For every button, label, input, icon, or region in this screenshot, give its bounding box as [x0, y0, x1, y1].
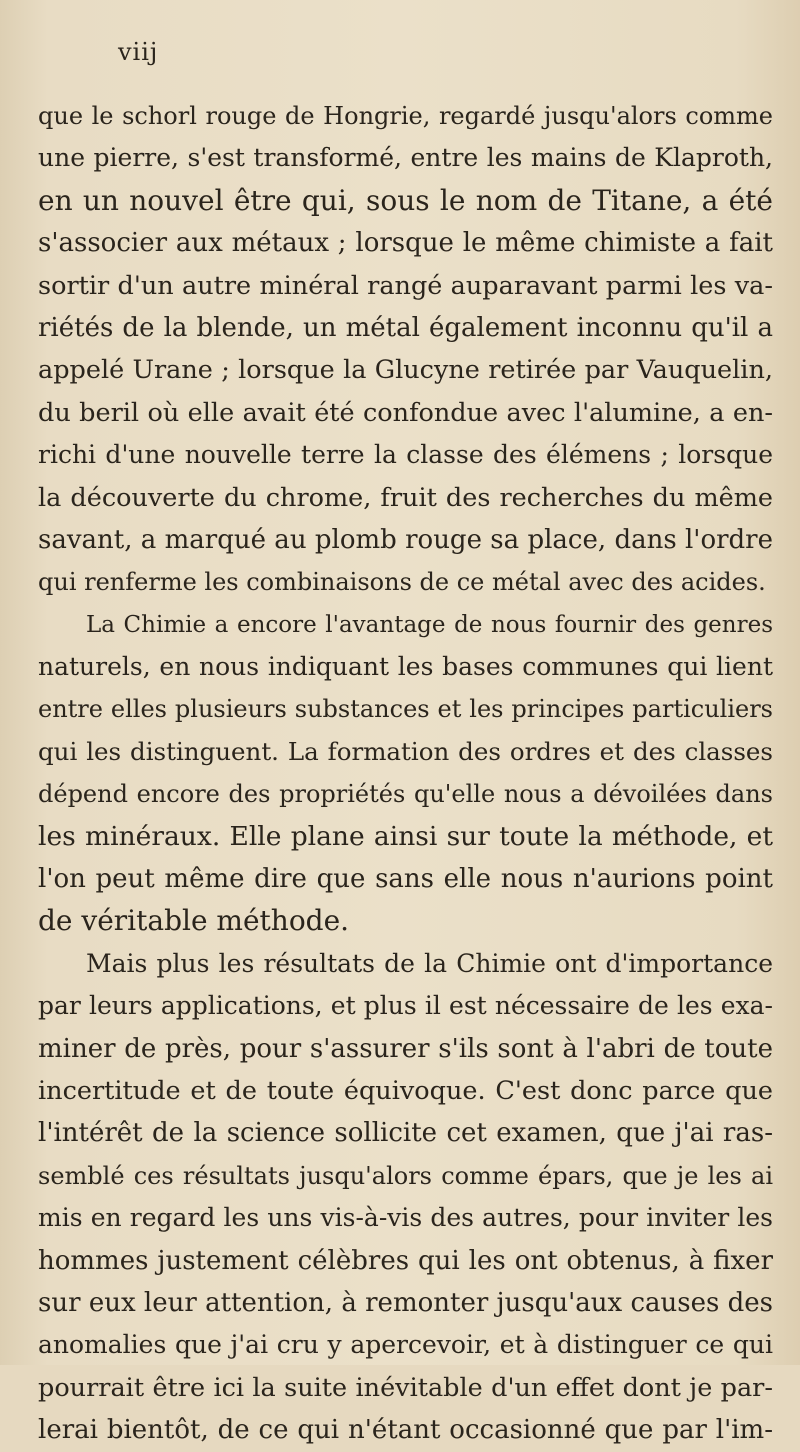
text-line: miner de près, pour s'assurer s'ils sont à l'abri de toute	[38, 1033, 773, 1064]
text-line: sortir d'un autre minéral rangé auparavant parmi les va-	[38, 270, 773, 301]
text-line: semblé ces résultats jusqu'alors comme épars, que je les ai	[38, 1161, 773, 1190]
text-line: les minéraux. Elle plane ainsi sur toute la méthode, et	[38, 820, 773, 852]
text-line: incertitude et de toute équivoque. C'est donc parce que	[38, 1075, 773, 1106]
text-line: en un nouvel être qui, sous le nom de Titane, a été	[38, 183, 773, 217]
text-line: riétés de la blende, un métal également inconnu qu'il a	[38, 312, 773, 343]
text-line: par leurs applications, et plus il est nécessaire de les exa-	[38, 991, 773, 1021]
page-number: viij	[118, 38, 159, 66]
text-line: Mais plus les résultats de la Chimie ont d'importance	[86, 948, 773, 978]
text-line: lerai bientôt, de ce qui n'étant occasionné que par l'im-	[38, 1415, 773, 1446]
text-line: richi d'une nouvelle terre la classe des élémens ; lorsque	[38, 440, 773, 470]
text-line: hommes justement célèbres qui les ont obtenus, à fixer	[38, 1245, 773, 1276]
text-line: s'associer aux métaux ; lorsque le même chimiste a fait	[38, 228, 773, 259]
text-line: qui renferme les combinaisons de ce métal avec des acides.	[38, 568, 766, 597]
text-line: appelé Urane ; lorsque la Glucyne retirée par Vauquelin,	[38, 355, 773, 386]
text-line: une pierre, s'est transformé, entre les mains de Klaproth,	[38, 143, 773, 173]
text-line: mis en regard les uns vis-à-vis des autres, pour inviter les	[38, 1203, 773, 1233]
text-line: savant, a marqué au plomb rouge sa place, dans l'ordre	[38, 524, 773, 555]
text-line: pourrait être ici la suite inévitable d'un effet dont je par-	[38, 1372, 773, 1403]
text-line: que le schorl rouge de Hongrie, regardé jusqu'alors comme	[38, 102, 773, 130]
text-line: la découverte du chrome, fruit des recherches du même	[38, 482, 773, 513]
text-line: entre elles plusieurs substances et les principes particuliers	[38, 695, 773, 724]
text-line: du beril où elle avait été confondue avec l'alumine, a en-	[38, 397, 773, 428]
text-line: dépend encore des propriétés qu'elle nous a dévoilées dans	[38, 780, 773, 809]
text-line: La Chimie a encore l'avantage de nous fournir des genres	[86, 611, 773, 638]
body-text	[38, 95, 773, 1452]
text-line: l'on peut même dire que sans elle nous n'aurions point	[38, 864, 773, 895]
text-line: sur eux leur attention, à remonter jusqu'aux causes des	[38, 1287, 773, 1318]
text-line: de véritable méthode.	[38, 904, 350, 938]
text-line: anomalies que j'ai cru y apercevoir, et à distinguer ce qui	[38, 1330, 773, 1360]
text-line: l'intérêt de la science sollicite cet examen, que j'ai ras-	[38, 1118, 773, 1149]
text-line: qui les distinguent. La formation des ordres et des classes	[38, 736, 773, 766]
text-line: naturels, en nous indiquant les bases communes qui lient	[38, 652, 773, 682]
